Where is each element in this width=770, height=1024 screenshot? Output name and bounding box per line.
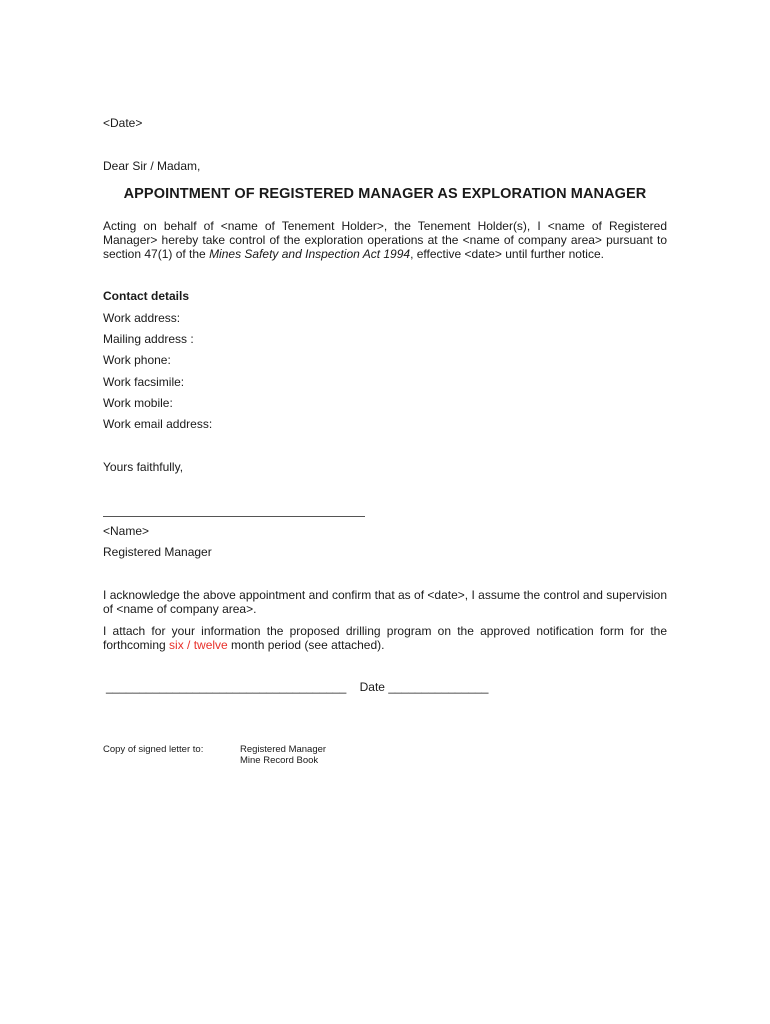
body-part-1: Acting on behalf of <name of Tenement Holder>, the Tenement Holder(s), I <name of Registered Manager> hereby take control of the exploration operations at the <name of company area> pursuant to section 47(1) of the [103,219,667,261]
date-label: Date [359,680,385,694]
contact-heading: Contact details [103,289,190,303]
acknowledgement-sign-line: ____________________________________ [106,680,347,694]
letter-title: APPOINTMENT OF REGISTERED MANAGER AS EXPLORATION MANAGER [123,186,647,202]
salutation: Dear Sir / Madam, [103,159,201,173]
signatory-role: Registered Manager [103,545,212,559]
copy-recipient-mine-record-book: Mine Record Book [240,755,319,766]
date-placeholder: <Date> [103,116,143,130]
closing: Yours faithfully, [103,460,184,474]
attachment-part-1: I attach for your information the proposed drilling program on the approved notification form for the forthcoming [103,624,667,652]
signature-line [103,516,365,517]
appointment-paragraph [103,219,667,261]
copy-label: Copy of signed letter to: [103,744,204,755]
contact-field-work-address: Work address: [103,311,181,325]
contact-field-work-facsimile: Work facsimile: [103,375,185,389]
attachment-paragraph [103,624,667,652]
acknowledgement-paragraph: I acknowledge the above appointment and confirm that as of <date>, I assume the control and supervision of <name of company area>. [103,588,667,616]
contact-field-mailing-address: Mailing address : [103,332,194,346]
body-part-2: , effective <date> until further notice. [410,247,604,261]
copy-recipient-registered-manager: Registered Manager [240,744,327,755]
acknowledgement-sign-row [106,680,488,694]
contact-field-work-phone: Work phone: [103,353,171,367]
attachment-part-2: month period (see attached). [227,638,385,652]
period-options: six / twelve [169,638,228,652]
act-name: Mines Safety and Inspection Act 1994 [209,247,411,261]
date-line: _______________ [388,680,489,694]
signatory-name: <Name> [103,524,150,538]
contact-field-work-mobile: Work mobile: [103,396,173,410]
contact-field-work-email: Work email address: [103,417,213,431]
